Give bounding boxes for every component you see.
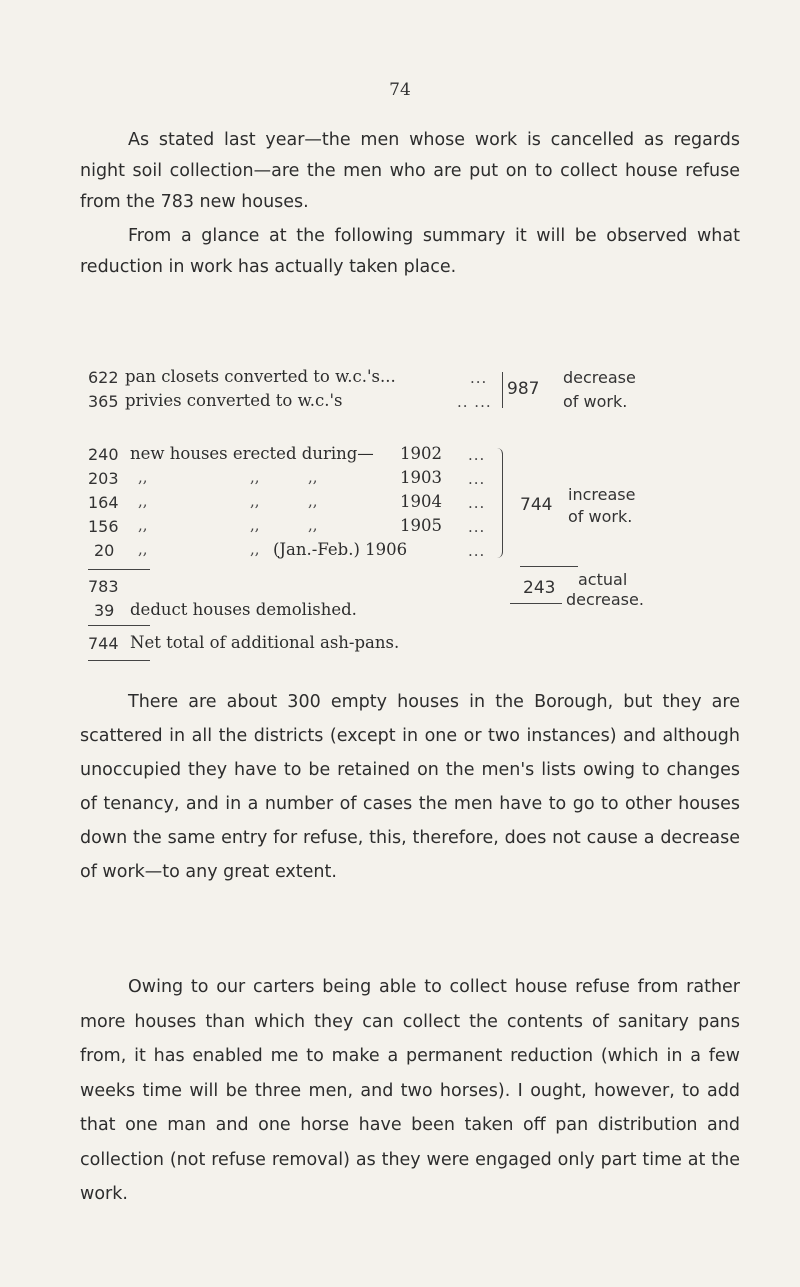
row-dots: ... <box>468 494 486 512</box>
rule <box>88 569 150 570</box>
demolished-count: 39 <box>94 601 115 620</box>
ditto-mark: ,, <box>138 516 148 534</box>
paragraph-carters: Owing to our carters being able to collect house refuse from rather more houses than which they can collect the contents of sanitary pans from, it has enabled me to make a permanent reduction (which in a few weeks time will be three men, and two horses). I ought, however, to add that one man and one horse have been taken off pan distribution and collection (not refuse removal) as they were engaged only part time at the work. <box>80 977 740 1204</box>
paragraph-empty-houses: There are about 300 empty houses in the Borough, but they are scattered in all the districts (except in one or two instances) and although unoccupied they have to be retained on the men's lists owing to changes of tenancy, and in a number of cases the men have to go to other houses down the same entry for refuse, this, therefore, does not cause a decrease of work—to any great extent. <box>80 692 740 882</box>
paragraph-intro: As stated last year—the men whose work is cancelled as regards night soil collection—are the men who are put on to collect house refuse from the 783 new houses. <box>80 130 740 212</box>
row-dots: ... <box>468 518 486 536</box>
decrease-note: of work. <box>563 392 628 411</box>
net-count: 744 <box>88 634 119 653</box>
actual-note: actual <box>578 570 628 589</box>
new-houses-count: 240 <box>88 445 119 464</box>
decrease-note: decrease <box>563 368 636 387</box>
increase-note: increase <box>568 485 636 504</box>
rule <box>88 660 150 661</box>
increase-note: of work. <box>568 507 633 526</box>
ditto-mark: ,, <box>308 516 318 534</box>
ditto-mark: ,, <box>138 468 148 486</box>
paragraph-summary-intro: From a glance at the following summary it will be observed what reduction in work has actually taken place. <box>80 226 740 277</box>
new-houses-count: 203 <box>88 469 119 488</box>
actual-note: decrease. <box>566 590 644 609</box>
conversion-count: 622 <box>88 368 119 387</box>
ditto-mark: ,, <box>308 492 318 510</box>
new-houses-year: 1903 <box>400 468 442 487</box>
row-dots: ... <box>468 470 486 488</box>
new-houses-count: 156 <box>88 517 119 536</box>
new-houses-label: new houses erected during— <box>130 444 374 463</box>
subtotal: 783 <box>88 577 119 596</box>
ditto-mark: ,, <box>250 540 260 558</box>
ditto-mark: ,, <box>250 516 260 534</box>
net-text: Net total of additional ash-pans. <box>130 633 400 652</box>
new-houses-total: 744 <box>520 495 553 515</box>
new-houses-year: (Jan.-Feb.) 1906 <box>273 540 408 559</box>
conversion-count: 365 <box>88 392 119 411</box>
ditto-mark: ,, <box>138 492 148 510</box>
new-houses-count: 20 <box>94 541 115 560</box>
new-houses-count: 164 <box>88 493 119 512</box>
ditto-mark: ,, <box>138 540 148 558</box>
new-houses-year: 1902 <box>400 444 442 463</box>
demolished-text: deduct houses demolished. <box>130 600 357 619</box>
row-dots: .. ... <box>457 393 492 411</box>
new-houses-year: 1905 <box>400 516 442 535</box>
rule <box>88 625 150 626</box>
rule <box>510 603 562 604</box>
ditto-mark: ,, <box>250 468 260 486</box>
rule <box>520 566 578 567</box>
new-houses-bracket <box>496 448 503 558</box>
conversion-total: 987 <box>507 379 540 399</box>
conversion-bracket <box>498 372 503 408</box>
ditto-mark: ,, <box>250 492 260 510</box>
actual-total: 243 <box>523 578 556 598</box>
row-dots: ... <box>468 542 486 560</box>
new-houses-year: 1904 <box>400 492 442 511</box>
page-number: 74 <box>389 80 411 100</box>
conversion-text: pan closets converted to w.c.'s... <box>125 367 396 386</box>
conversion-text: privies converted to w.c.'s <box>125 391 343 410</box>
ditto-mark: ,, <box>308 468 318 486</box>
row-dots: ... <box>470 369 488 387</box>
row-dots: ... <box>468 446 486 464</box>
